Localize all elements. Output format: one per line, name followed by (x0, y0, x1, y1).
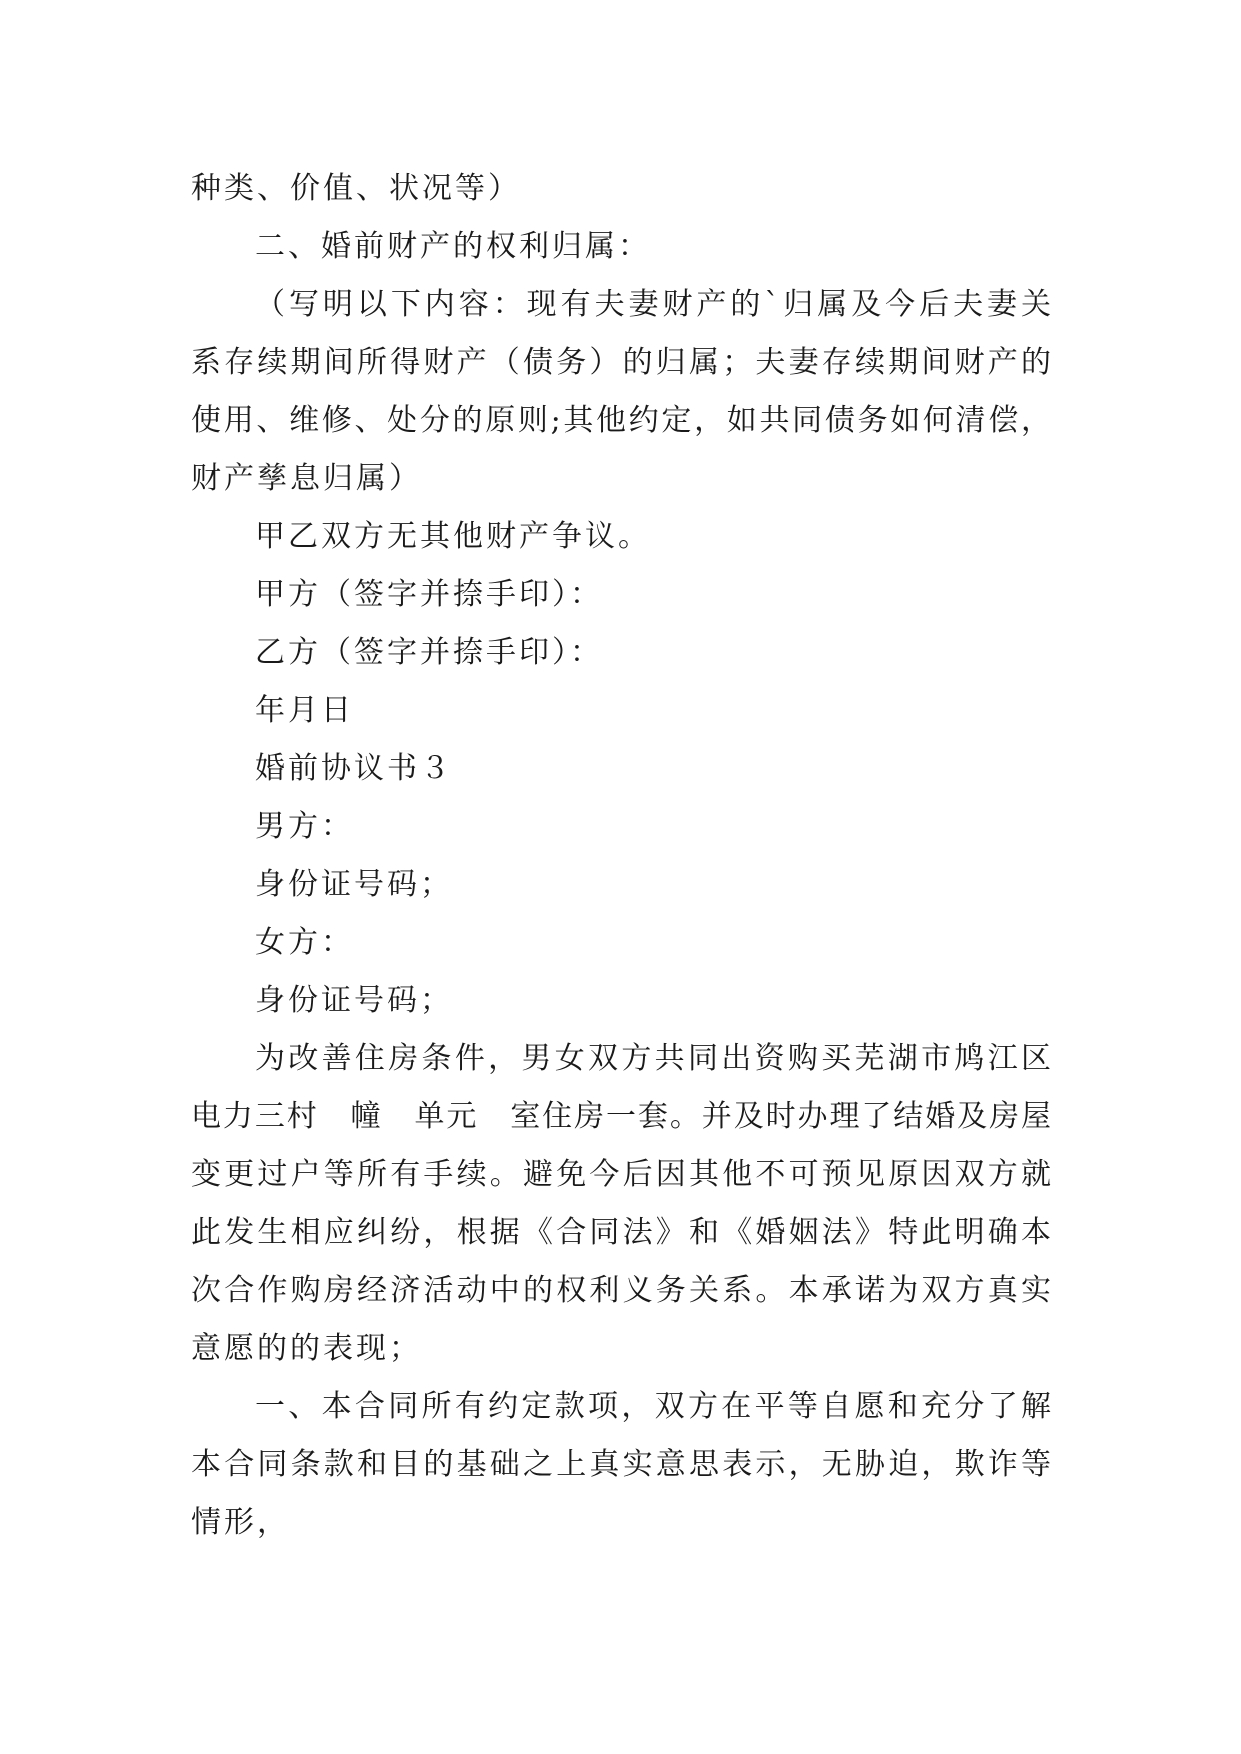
male-id-number-label: 身份证号码； (255, 867, 453, 902)
female-party-label: 女方： (255, 925, 354, 960)
party-a-signature-label: 甲方（签字并捺手印）： (255, 577, 603, 612)
text-line: 变更过户等所有手续。避免今后因其他不可预见原因双方就 (191, 1157, 1051, 1192)
text-line: 次合作购房经济活动中的权利义务关系。本承诺为双方真实 (191, 1273, 1051, 1308)
document-body (191, 160, 1051, 1552)
party-b-signature-label: 乙方（签字并捺手印）： (255, 635, 603, 670)
female-id-number-label: 身份证号码； (255, 983, 453, 1018)
text-line: 财产孳息归属） (191, 461, 422, 496)
text-line: 本合同条款和目的基础之上真实意思表示，无胁迫，欺诈等 (191, 1447, 1051, 1482)
document-title: 婚前协议书３ (255, 751, 453, 786)
text-line: 为改善住房条件，男女双方共同出资购买芜湖市鸠江区 (255, 1041, 1051, 1076)
text-line: 系存续期间所得财产（债务）的归属；夫妻存续期间财产的 (191, 345, 1051, 380)
date-label: 年月日 (255, 693, 354, 728)
text-line: 种类、价值、状况等） (191, 171, 521, 206)
text-line: 使用、维修、处分的原则;其他约定，如共同债务如何清偿， (191, 403, 1051, 438)
text-line: 情形， (191, 1505, 290, 1540)
section-heading-marital-property-rights: 二、婚前财产的权利归属： (255, 229, 651, 264)
male-party-label: 男方： (255, 809, 354, 844)
text-line: 甲乙双方无其他财产争议。 (255, 519, 651, 554)
text-line: 此发生相应纠纷，根据《合同法》和《婚姻法》特此明确本 (191, 1215, 1051, 1250)
text-line: （写明以下内容：现有夫妻财产的`归属及今后夫妻关 (255, 287, 1051, 322)
text-line: 意愿的的表现； (191, 1331, 422, 1366)
text-line: 一、本合同所有约定款项，双方在平等自愿和充分了解 (255, 1389, 1051, 1424)
text-line: 电力三村 幢 单元 室住房一套。并及时办理了结婚及房屋 (191, 1099, 1051, 1134)
